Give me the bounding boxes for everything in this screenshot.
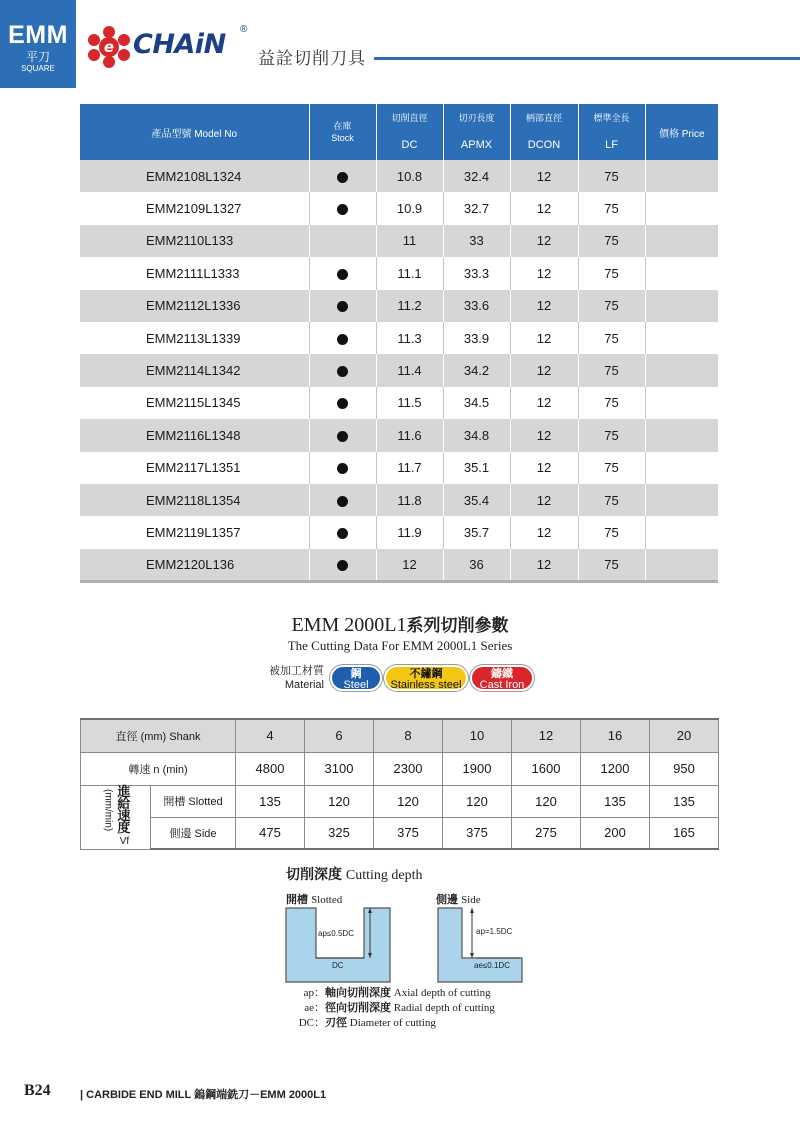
apmx-cell: 35.1 xyxy=(443,452,510,484)
table-row xyxy=(80,225,718,257)
rpm-cell: 4800 xyxy=(236,752,305,785)
side-cell: 375 xyxy=(374,817,443,849)
slotted-diagram xyxy=(284,906,394,984)
dc-cell: 10.8 xyxy=(376,160,443,192)
logo-wordmark: CHAiN xyxy=(133,29,226,60)
material-steel-badge: 鋼 Steel xyxy=(330,665,382,691)
dc-cell: 10.9 xyxy=(376,192,443,224)
material-label: 被加工材質 Material xyxy=(269,665,324,691)
slotted-cell: 135 xyxy=(236,785,305,817)
stock-cell xyxy=(309,290,376,322)
lf-cell: 75 xyxy=(578,192,645,224)
cutting-data-title xyxy=(0,611,800,637)
table-row xyxy=(80,452,718,484)
col-lf: 標準全長 LF xyxy=(578,104,645,160)
model-cell: EMM2112L1336 xyxy=(80,290,309,322)
apmx-cell: 34.2 xyxy=(443,354,510,386)
model-cell: EMM2110L133 xyxy=(80,225,309,257)
series-type-zh: 平刀 xyxy=(25,50,50,64)
legend-row-ap: ap：軸向切削深度 Axial depth of cutting xyxy=(303,987,491,999)
stock-cell xyxy=(309,160,376,192)
in-stock-icon xyxy=(337,496,348,507)
series-type-en: SQUARE xyxy=(21,64,55,73)
lf-cell: 75 xyxy=(578,257,645,289)
side-cell: 375 xyxy=(443,817,512,849)
table-row xyxy=(80,516,718,548)
lf-cell: 75 xyxy=(578,387,645,419)
apmx-cell: 32.7 xyxy=(443,192,510,224)
side-cell: 165 xyxy=(650,817,719,849)
dc-cell: 11.7 xyxy=(376,452,443,484)
side-diagram xyxy=(436,906,526,984)
dc-cell: 12 xyxy=(376,549,443,581)
shank-row xyxy=(81,719,719,752)
brand-logo xyxy=(86,24,246,70)
in-stock-icon xyxy=(337,172,348,183)
stock-cell xyxy=(309,452,376,484)
side-row xyxy=(81,817,719,849)
in-stock-icon xyxy=(337,366,348,377)
table-row xyxy=(80,192,718,224)
slot-dc-text: DC xyxy=(332,961,344,970)
lf-cell: 75 xyxy=(578,452,645,484)
product-table xyxy=(80,104,718,583)
dcon-cell: 12 xyxy=(510,354,578,386)
price-cell xyxy=(645,160,718,192)
slotted-cell: 120 xyxy=(443,785,512,817)
price-cell xyxy=(645,452,718,484)
side-ae-text: ae≤0.1DC xyxy=(474,961,510,970)
model-cell: EMM2116L1348 xyxy=(80,419,309,451)
slotted-label: 開槽 Slotted xyxy=(151,785,236,817)
series-title-zh: 系列切削參數 xyxy=(406,616,509,636)
in-stock-icon xyxy=(337,463,348,474)
price-cell xyxy=(645,484,718,516)
company-name: 益詮切削刀具 xyxy=(258,49,366,68)
cutting-data-table xyxy=(80,718,719,850)
side-cell: 475 xyxy=(236,817,305,849)
table-row xyxy=(80,290,718,322)
price-cell xyxy=(645,549,718,581)
stock-cell xyxy=(309,419,376,451)
dcon-cell: 12 xyxy=(510,225,578,257)
legend-row-dc: DC：刃徑 Diameter of cutting xyxy=(298,1017,436,1029)
slotted-cell: 120 xyxy=(512,785,581,817)
legend-row-ae: ae：徑向切削深度 Radial depth of cutting xyxy=(304,1002,495,1014)
dc-cell: 11.9 xyxy=(376,516,443,548)
lf-cell: 75 xyxy=(578,354,645,386)
shank-cell: 12 xyxy=(512,719,581,752)
table-row xyxy=(80,322,718,354)
depth-legend xyxy=(284,986,495,1031)
logo-mark-icon xyxy=(86,26,132,68)
model-cell: EMM2120L136 xyxy=(80,549,309,581)
table-row xyxy=(80,160,718,192)
apmx-cell: 36 xyxy=(443,549,510,581)
stock-cell xyxy=(309,516,376,548)
price-cell xyxy=(645,257,718,289)
lf-cell: 75 xyxy=(578,484,645,516)
col-stock: 在庫 Stock xyxy=(309,104,376,160)
shank-cell: 6 xyxy=(305,719,374,752)
dcon-cell: 12 xyxy=(510,257,578,289)
series-title-prefix: EMM 2000L1 xyxy=(291,614,407,636)
model-cell: EMM2113L1339 xyxy=(80,322,309,354)
shank-label: 直徑 (mm) Shank xyxy=(81,719,236,752)
in-stock-icon xyxy=(337,269,348,280)
dc-cell: 11.8 xyxy=(376,484,443,516)
dcon-cell: 12 xyxy=(510,516,578,548)
shank-cell: 8 xyxy=(374,719,443,752)
dc-cell: 11 xyxy=(376,225,443,257)
dc-cell: 11.4 xyxy=(376,354,443,386)
material-stainless-badge: 不鏽鋼 Stainless steel xyxy=(384,665,468,691)
side-cell: 325 xyxy=(305,817,374,849)
model-cell: EMM2117L1351 xyxy=(80,452,309,484)
dcon-cell: 12 xyxy=(510,452,578,484)
rpm-cell: 2300 xyxy=(374,752,443,785)
stock-cell xyxy=(309,354,376,386)
series-code: EMM xyxy=(8,21,68,49)
side-label: 側邊 Side xyxy=(151,817,236,849)
rpm-cell: 3100 xyxy=(305,752,374,785)
model-cell: EMM2115L1345 xyxy=(80,387,309,419)
apmx-cell: 34.8 xyxy=(443,419,510,451)
slotted-cell: 120 xyxy=(374,785,443,817)
table-row xyxy=(80,419,718,451)
apmx-cell: 33 xyxy=(443,225,510,257)
side-ap-text: ap=1.5DC xyxy=(476,927,513,936)
shank-cell: 20 xyxy=(650,719,719,752)
in-stock-icon xyxy=(337,334,348,345)
stock-cell xyxy=(309,549,376,581)
dc-cell: 11.2 xyxy=(376,290,443,322)
in-stock-icon xyxy=(337,431,348,442)
apmx-cell: 33.3 xyxy=(443,257,510,289)
rpm-cell: 950 xyxy=(650,752,719,785)
model-cell: EMM2109L1327 xyxy=(80,192,309,224)
apmx-cell: 35.7 xyxy=(443,516,510,548)
dc-cell: 11.5 xyxy=(376,387,443,419)
lf-cell: 75 xyxy=(578,290,645,322)
dcon-cell: 12 xyxy=(510,290,578,322)
slotted-cell: 120 xyxy=(305,785,374,817)
footer-title: | CARBIDE END MILL 鎢鋼端銑刀－EMM 2000L1 xyxy=(80,1089,327,1101)
table-row xyxy=(80,257,718,289)
stock-cell xyxy=(309,322,376,354)
table-row xyxy=(80,354,718,386)
model-cell: EMM2119L1357 xyxy=(80,516,309,548)
in-stock-icon xyxy=(337,301,348,312)
model-cell: EMM2118L1354 xyxy=(80,484,309,516)
price-cell xyxy=(645,290,718,322)
stock-cell xyxy=(309,484,376,516)
header-rule xyxy=(374,57,800,60)
col-apmx: 切刃長度 APMX xyxy=(443,104,510,160)
lf-cell: 75 xyxy=(578,225,645,257)
dcon-cell: 12 xyxy=(510,549,578,581)
price-cell xyxy=(645,354,718,386)
apmx-cell: 34.5 xyxy=(443,387,510,419)
product-table-header xyxy=(80,104,718,160)
col-price: 價格 Price xyxy=(645,104,718,160)
price-cell xyxy=(645,516,718,548)
side-cell: 200 xyxy=(581,817,650,849)
model-cell: EMM2108L1324 xyxy=(80,160,309,192)
apmx-cell: 35.4 xyxy=(443,484,510,516)
dcon-cell: 12 xyxy=(510,160,578,192)
dcon-cell: 12 xyxy=(510,484,578,516)
cutting-data-subtitle: The Cutting Data For EMM 2000L1 Series xyxy=(287,638,513,653)
dcon-cell: 12 xyxy=(510,192,578,224)
feed-rate-label: (mm/min) 進給速度 Vf xyxy=(81,785,151,849)
rpm-cell: 1200 xyxy=(581,752,650,785)
rpm-cell: 1900 xyxy=(443,752,512,785)
material-cast-iron-badge: 鑄鐵 Cast Iron xyxy=(470,665,534,691)
registered-mark: ® xyxy=(240,24,248,35)
price-cell xyxy=(645,387,718,419)
col-dc: 切削直徑 DC xyxy=(376,104,443,160)
lf-cell: 75 xyxy=(578,549,645,581)
shank-cell: 4 xyxy=(236,719,305,752)
dcon-cell: 12 xyxy=(510,322,578,354)
col-model: 產品型號 Model No xyxy=(80,104,309,160)
price-cell xyxy=(645,225,718,257)
dcon-cell: 12 xyxy=(510,387,578,419)
lf-cell: 75 xyxy=(578,160,645,192)
dc-cell: 11.6 xyxy=(376,419,443,451)
side-cell: 275 xyxy=(512,817,581,849)
stock-cell xyxy=(309,192,376,224)
in-stock-icon xyxy=(337,204,348,215)
slotted-diagram-label: 開槽 Slotted xyxy=(286,894,343,906)
rpm-cell: 1600 xyxy=(512,752,581,785)
stock-cell xyxy=(309,225,376,257)
dcon-cell: 12 xyxy=(510,419,578,451)
table-row xyxy=(80,549,718,581)
side-diagram-label: 側邊 Side xyxy=(436,894,481,906)
model-cell: EMM2114L1342 xyxy=(80,354,309,386)
stock-cell xyxy=(309,387,376,419)
slot-ap-text: ap≤0.5DC xyxy=(318,929,354,938)
dc-cell: 11.1 xyxy=(376,257,443,289)
lf-cell: 75 xyxy=(578,516,645,548)
stock-cell xyxy=(309,257,376,289)
page-number: B24 xyxy=(24,1082,51,1099)
apmx-cell: 32.4 xyxy=(443,160,510,192)
slotted-cell: 135 xyxy=(581,785,650,817)
lf-cell: 75 xyxy=(578,419,645,451)
table-row xyxy=(80,387,718,419)
shank-cell: 16 xyxy=(581,719,650,752)
cutting-depth-title: 切削深度 Cutting depth xyxy=(286,866,423,883)
svg-text:e: e xyxy=(103,38,115,56)
slotted-row xyxy=(81,785,719,817)
price-cell xyxy=(645,192,718,224)
series-badge xyxy=(0,0,76,88)
price-cell xyxy=(645,419,718,451)
dc-cell: 11.3 xyxy=(376,322,443,354)
in-stock-icon xyxy=(337,398,348,409)
in-stock-icon xyxy=(337,528,348,539)
in-stock-icon xyxy=(337,560,348,571)
shank-cell: 10 xyxy=(443,719,512,752)
price-cell xyxy=(645,322,718,354)
lf-cell: 75 xyxy=(578,322,645,354)
rpm-row xyxy=(81,752,719,785)
col-dcon: 柄部直徑 DCON xyxy=(510,104,578,160)
apmx-cell: 33.9 xyxy=(443,322,510,354)
rpm-label: 轉速 n (min) xyxy=(81,752,236,785)
model-cell: EMM2111L1333 xyxy=(80,257,309,289)
slotted-cell: 135 xyxy=(650,785,719,817)
table-row xyxy=(80,484,718,516)
apmx-cell: 33.6 xyxy=(443,290,510,322)
